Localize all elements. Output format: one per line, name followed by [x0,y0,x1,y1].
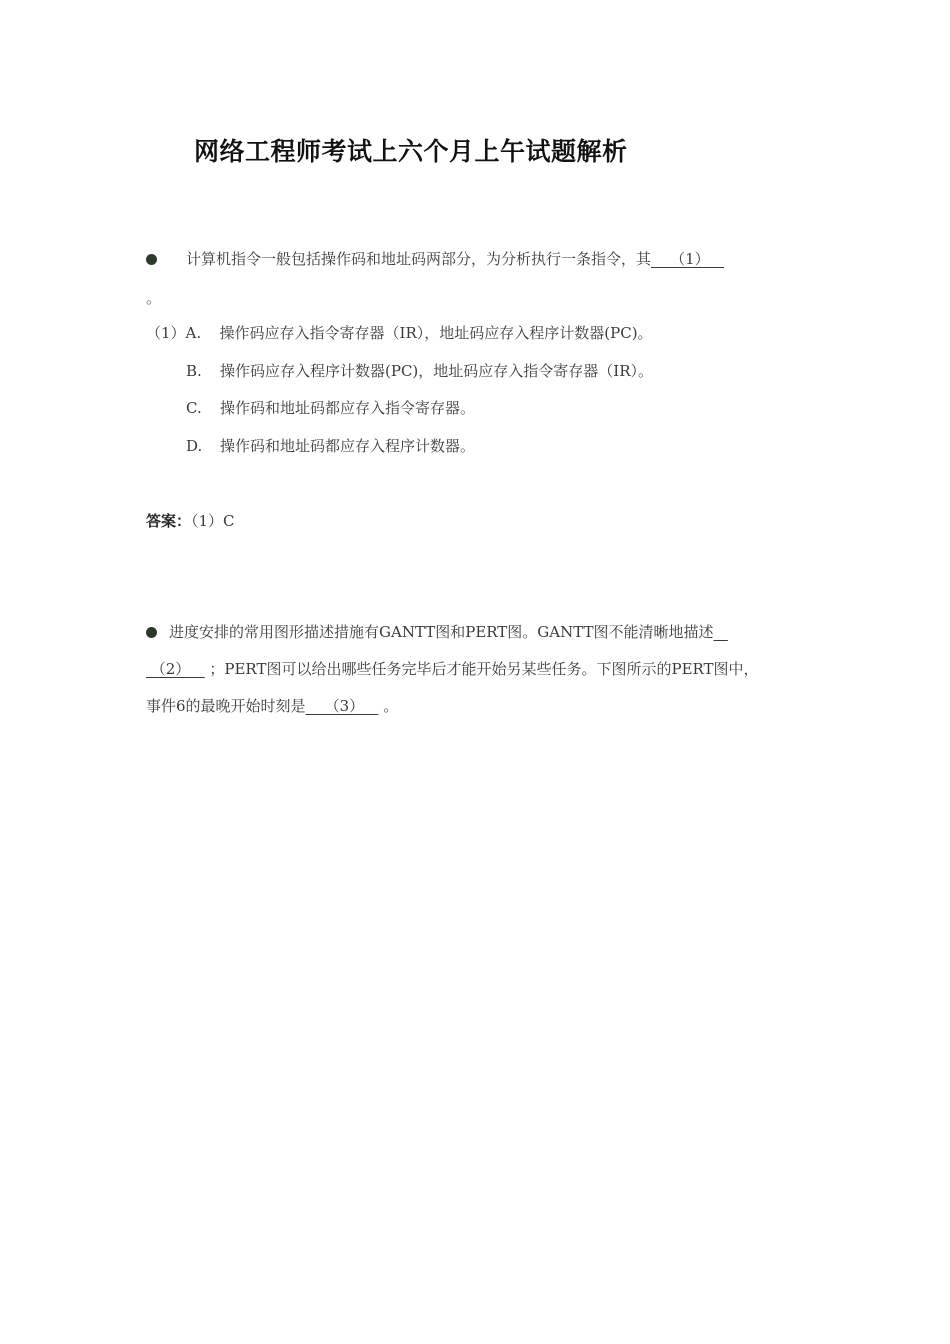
question-2-blank-3: （3） [305,697,379,715]
question-1-tail: 。 [146,289,162,307]
option-c [186,398,475,418]
option-d-letter: D. [186,437,203,455]
question-2-text-1: 进度安排的常用图形描述措施有GANTT图和PERT图。GANTT图不能清晰地描述 [169,623,714,641]
document-title: 网络工程师考试上六个月上午试题解析 [194,137,628,166]
option-a-text: 操作码应存入指令寄存器（IR），地址码应存入程序计数器(PC)。 [219,324,653,342]
option-d [186,436,475,456]
question-1-text: 计算机指令一般包括操作码和地址码两部分，为分析执行一条指令，其 [186,250,652,268]
question-2-line-1 [146,622,728,642]
answer-value: （1）C [191,512,235,530]
option-prefix: （1） [146,324,186,342]
option-a [146,323,653,343]
question-2-line-2 [146,659,759,679]
option-d-text: 操作码和地址码都应存入程序计数器。 [220,437,476,455]
option-c-letter: C. [186,399,202,417]
question-2-text-3: 事件6的最晚开始时刻是 [146,697,306,715]
question-2-text-2: ；PERT图可以给出哪些任务完毕后才能开始另某些任务。下图所示的PERT图中， [204,660,759,678]
question-2-line-3 [146,696,398,716]
bullet-icon [146,254,157,265]
option-b-text: 操作码应存入程序计数器(PC)，地址码应存入指令寄存器（IR）。 [220,362,653,380]
question-1-stem [146,249,724,269]
bullet-icon [146,627,157,638]
option-a-letter: A. [185,324,202,342]
question-2-blank-2a [714,623,728,641]
question-2-blank-2: （2） [146,660,205,678]
option-b [186,361,653,381]
option-b-letter: B. [186,362,202,380]
question-2-tail: 。 [378,697,399,715]
option-c-text: 操作码和地址码都应存入指令寄存器。 [220,399,476,417]
answer-1 [146,511,235,531]
answer-label: 答案： [146,512,192,530]
question-1-blank: （1） [651,250,724,268]
